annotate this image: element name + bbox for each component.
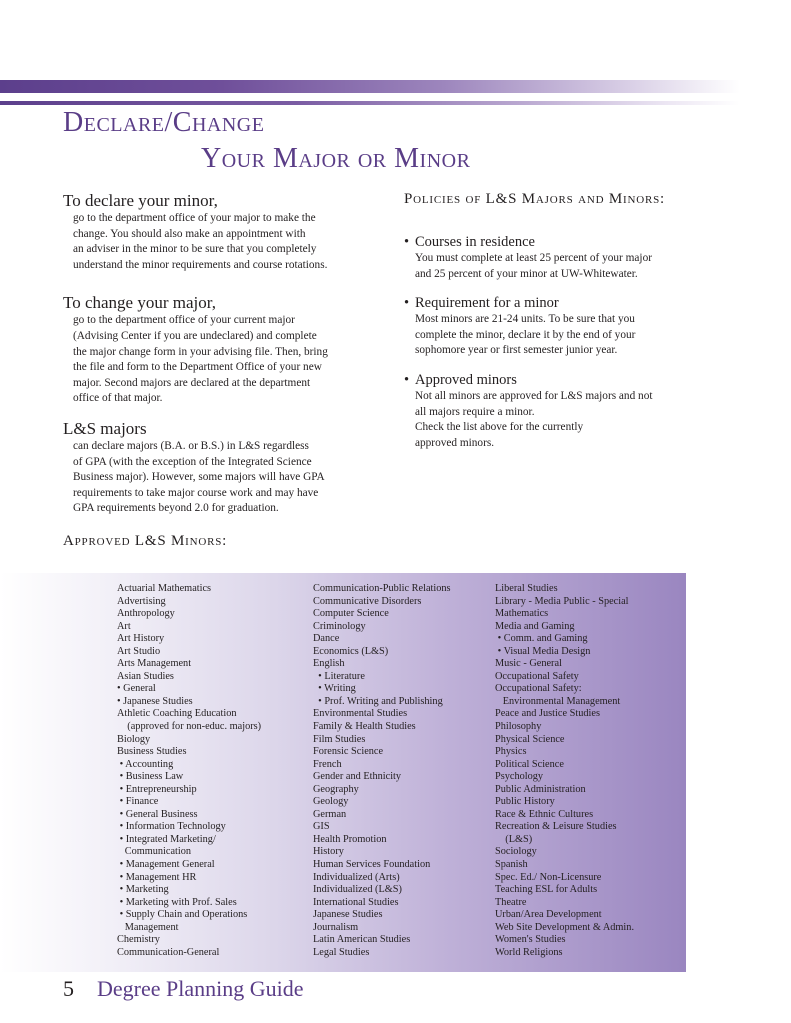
minor-list-item: Public Administration (495, 783, 586, 795)
body-line: and 25 percent of your minor at UW-Whitewater. (415, 267, 638, 280)
minor-list-item: German (313, 808, 347, 820)
section-heading: To declare your minor, (63, 191, 218, 210)
body-line: the major change form in your advising file. Then, bring (73, 345, 328, 358)
body-line: (Advising Center if you are undeclared) and complete (73, 329, 317, 342)
minor-list-item: Art (117, 620, 131, 632)
minor-list-item: Individualized (Arts) (313, 871, 400, 883)
header-decorative-thin-bar (0, 101, 740, 105)
policy-title: Approved minors (415, 371, 517, 388)
minor-list-item: Sociology (495, 846, 537, 858)
minor-list-item: Theatre (495, 896, 527, 908)
minors-heading: Approved L&S Minors: (63, 533, 228, 549)
minor-list-item: Race & Ethnic Cultures (495, 808, 594, 820)
section-declare-minor (63, 191, 383, 273)
minor-list-item: Political Science (495, 758, 564, 770)
body-line: an adviser in the minor to be sure that you completely (73, 243, 317, 256)
body-line: of GPA (with the exception of the Integrated Science (73, 455, 312, 468)
minor-list-item: • Writing (313, 683, 356, 695)
policy-body (415, 312, 734, 359)
body-line: the file and form to the Department Office of your new (73, 361, 322, 374)
body-line: change. You should also make an appointment with (73, 227, 306, 240)
section-body (73, 313, 383, 407)
bullet-icon: • (404, 234, 410, 250)
bullet-icon: • (404, 371, 410, 388)
body-line: requirements to take major course work and may have (73, 486, 319, 499)
minor-list-item: Biology (117, 733, 151, 745)
minor-list-item: Urban/Area Development (495, 909, 602, 921)
minor-list-item: Chemistry (117, 934, 160, 946)
minor-list-item: Communicative Disorders (313, 595, 422, 607)
minor-list-item: Actuarial Mathematics (117, 583, 212, 594)
policy-item (404, 372, 734, 451)
policy-body (415, 251, 734, 282)
page-footer (63, 976, 304, 1002)
section-body (73, 439, 383, 517)
minor-list-item: • Entrepreneurship (117, 783, 197, 795)
minor-list-item: Family & Health Studies (313, 721, 416, 733)
minor-list-item: • Management General (117, 859, 215, 871)
minor-list-item: History (313, 846, 344, 858)
minor-list-item: Latin American Studies (313, 934, 411, 946)
minor-list-item: Athletic Coaching Education (117, 708, 237, 720)
minor-list-item: Physical Science (495, 733, 565, 745)
minor-list-item: Arts Management (117, 658, 192, 670)
minor-list-item: • General (117, 683, 156, 695)
section-change-major (63, 293, 383, 407)
minor-list-item: Japanese Studies (313, 909, 383, 921)
minor-list-item: Spanish (495, 859, 528, 871)
minor-list-item: English (313, 658, 345, 670)
section-body (73, 211, 383, 273)
minor-list-item: Web Site Development & Admin. (495, 921, 635, 933)
policy-item (404, 295, 734, 359)
policies-heading: Policies of L&S Majors and Minors: (404, 191, 665, 207)
minor-list-item: GIS (313, 821, 330, 833)
body-line: go to the department office of your major to make the (73, 212, 316, 224)
minor-list-item: • Information Technology (117, 821, 226, 833)
minor-list-item: (L&S) (495, 833, 533, 845)
minor-list-item: Dance (313, 633, 340, 645)
minor-list-item: Legal Studies (313, 946, 370, 958)
minor-list-item: Criminology (313, 620, 366, 632)
minor-list-item: Occupational Safety (495, 670, 579, 682)
minor-list-item: Recreation & Leisure Studies (495, 821, 617, 833)
header-decorative-bar (0, 80, 740, 93)
minor-list-item: • Marketing with Prof. Sales (117, 896, 237, 908)
body-line: can declare majors (B.A. or B.S.) in L&S regardless (73, 439, 309, 452)
section-heading: L&S majors (63, 418, 147, 438)
policy-title: Requirement for a minor (415, 295, 559, 312)
minor-list-item: • General Business (117, 808, 198, 820)
body-line: office of that major. (73, 392, 163, 405)
minor-list-item: (approved for non-educ. majors) (117, 721, 262, 733)
minor-list-item: Individualized (L&S) (313, 884, 402, 896)
page-title-line-2: Your Major or Minor (201, 143, 471, 174)
minor-list-item: Communication (117, 846, 192, 858)
minor-list-item: Business Studies (117, 746, 187, 758)
minor-list-item: Mathematics (495, 608, 549, 620)
minor-list-item: World Religions (495, 946, 563, 958)
minor-list-item: French (313, 758, 342, 770)
body-line: Check the list above for the currently (415, 421, 584, 434)
page-number: 5 (63, 976, 74, 1001)
body-line: sophomore year or first semester junior year. (415, 344, 618, 357)
minor-list-item: Computer Science (313, 608, 389, 620)
bullet-icon: • (404, 295, 410, 312)
minor-list-item: • Japanese Studies (117, 695, 193, 707)
minor-list-item: Teaching ESL for Adults (495, 884, 598, 896)
minor-list-item: • Visual Media Design (495, 645, 591, 657)
minor-list-item: • Accounting (117, 758, 174, 770)
minor-list-item: Management (117, 921, 179, 933)
minor-list-item: Gender and Ethnicity (313, 771, 402, 783)
minor-list-item: Anthropology (117, 608, 175, 620)
minor-list-item: • Comm. and Gaming (495, 633, 588, 645)
minor-list-item: Psychology (495, 771, 544, 783)
minor-list-item: Advertising (117, 595, 166, 607)
minor-list-item: Peace and Justice Studies (495, 708, 600, 720)
minor-list-item: Philosophy (495, 721, 542, 733)
minor-list-item: • Supply Chain and Operations (117, 909, 248, 921)
section-heading: To change your major, (63, 293, 216, 313)
minor-list-item: Women's Studies (495, 934, 566, 946)
minor-list-item: Communication-Public Relations (313, 583, 451, 594)
section-ls-majors (63, 419, 383, 517)
body-line: You must complete at least 25 percent of your major (415, 252, 652, 264)
minor-list-item: Liberal Studies (495, 583, 558, 594)
minor-list-item: Journalism (313, 921, 359, 933)
page-title-line-1: Declare/Change (63, 107, 265, 138)
minor-list-item: Forensic Science (313, 746, 384, 758)
minor-list-item: • Integrated Marketing/ (117, 833, 216, 845)
policy-body (415, 389, 734, 451)
minors-column-1 (117, 583, 261, 959)
minor-list-item: Media and Gaming (495, 620, 575, 632)
body-line: approved minors. (415, 436, 495, 449)
minor-list-item: Geography (313, 783, 359, 795)
minor-list-item: • Prof. Writing and Publishing (313, 695, 443, 707)
minor-list-item: Asian Studies (117, 670, 174, 682)
policy-title: Courses in residence (415, 234, 535, 250)
minor-list-item: • Management HR (117, 871, 197, 883)
minor-list-item: Physics (495, 746, 527, 758)
minor-list-item: • Marketing (117, 884, 169, 896)
minor-list-item: Film Studies (313, 733, 366, 745)
minor-list-item: Library - Media Public - Special (495, 595, 629, 607)
body-line: go to the department office of your current major (73, 314, 295, 327)
minors-column-2 (313, 583, 451, 959)
minor-list-item: • Finance (117, 796, 159, 808)
minor-list-item: Health Promotion (313, 833, 387, 845)
minor-list-item: Economics (L&S) (313, 645, 389, 657)
minor-list-item: Geology (313, 796, 349, 808)
minor-list-item: Environmental Studies (313, 708, 408, 720)
minor-list-item: Music - General (495, 658, 562, 670)
minor-list-item: Public History (495, 796, 555, 808)
body-line: all majors require a minor. (415, 405, 535, 418)
body-line: Most minors are 21-24 units. To be sure that you (415, 313, 635, 326)
policy-item (404, 234, 734, 282)
minor-list-item: Occupational Safety: (495, 683, 582, 695)
body-line: Not all minors are approved for L&S majors and not (415, 389, 653, 402)
body-line: understand the minor requirements and course rotations. (73, 258, 328, 271)
guide-title: Degree Planning Guide (97, 976, 304, 1001)
minor-list-item: Human Services Foundation (313, 859, 431, 871)
body-line: Business major). However, some majors will have GPA (73, 471, 325, 484)
minor-list-item: Art History (117, 633, 165, 645)
minor-list-item: Communication-General (117, 946, 220, 958)
minor-list-item: Spec. Ed./ Non-Licensure (495, 871, 602, 883)
body-line: major. Second majors are declared at the department (73, 376, 311, 389)
minor-list-item: Art Studio (117, 645, 161, 657)
body-line: complete the minor, declare it by the end of your (415, 328, 636, 341)
body-line: GPA requirements beyond 2.0 for graduation. (73, 502, 279, 515)
policies-column (404, 191, 734, 464)
minor-list-item: • Literature (313, 670, 365, 682)
minor-list-item: Environmental Management (495, 695, 621, 707)
minors-column-3 (495, 583, 634, 959)
minor-list-item: • Business Law (117, 771, 184, 783)
minor-list-item: International Studies (313, 896, 399, 908)
left-column (63, 191, 383, 537)
